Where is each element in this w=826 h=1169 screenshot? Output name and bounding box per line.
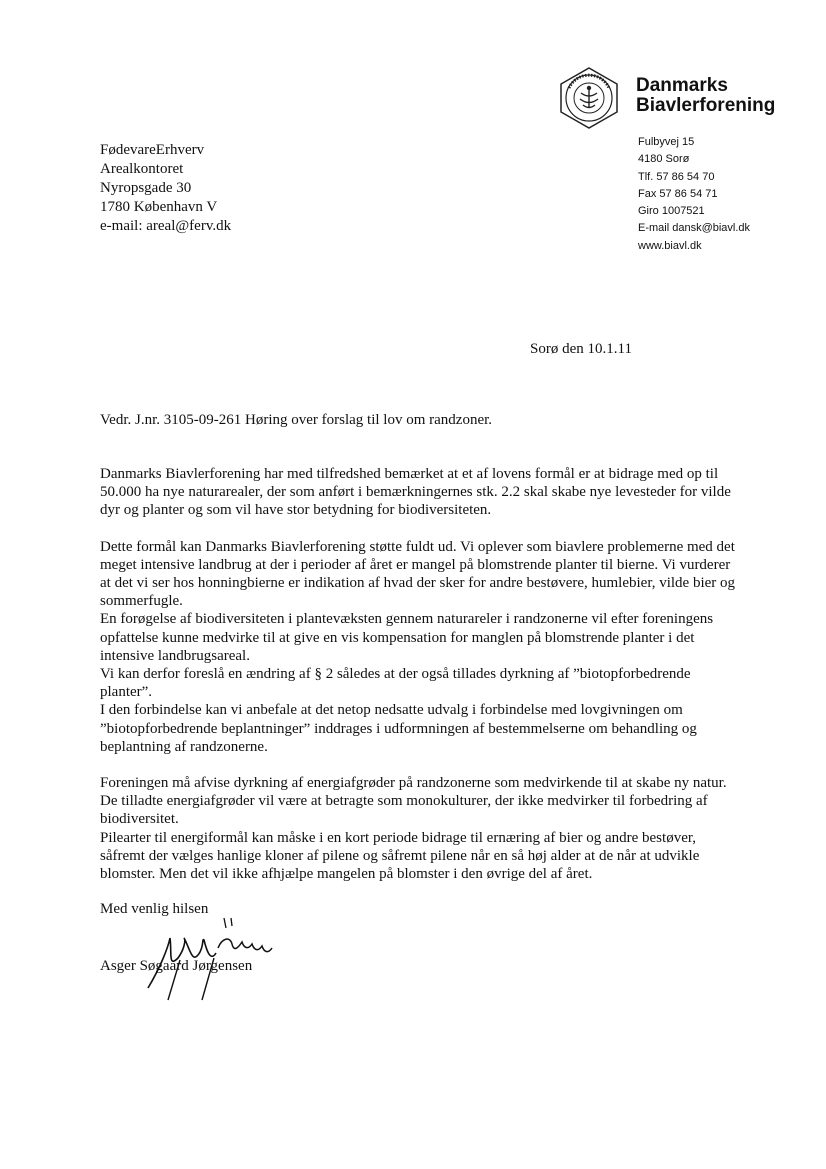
org-contact-block xyxy=(638,134,750,255)
org-address: Fulbyvej 15 xyxy=(638,136,695,148)
org-giro: Giro 1007521 xyxy=(638,205,705,218)
handwritten-signature xyxy=(140,908,280,1003)
body-paragraph: Pilearter til energiformål kan måske i en kort periode bidrage til ernæring af bier og andre bestøver, såfremt der vælges hanlige kloner af pilene og såfremt pilene når en så høj alder at de når at udvikle blomster. Men det vil ikke afhjælpe mangelen på blomster i den øvrige del af året. xyxy=(100,829,700,883)
body-paragraph: Foreningen må afvise dyrkning af energiafgrøder på randzonerne som medvirkende til at skabe ny natur. De tilladte energiafgrøder vil være at betragte som monokulturer, der ikke medvirker til forbedring af biodiversitet. xyxy=(100,775,727,828)
body-paragraph: Dette formål kan Danmarks Biavlerforening støtte fuldt ud. Vi oplever som biavlere problemerne med det meget intensive landbrug at der i perioder af året er mangel på blomstrende planter til bierne. Vi vurderer at det vi ser hos honningbierne er indikation af hvad der sker for andre bestøvere, humlebier, vilde bier og sommerfugle. xyxy=(100,538,736,610)
org-name-line2: Biavlerforening xyxy=(636,95,776,116)
letter-closing: Med venlig hilsen xyxy=(100,901,209,917)
recipient-line: Arealkontoret xyxy=(100,161,184,177)
org-name xyxy=(636,76,775,116)
letter-subject: Vedr. J.nr. 3105-09-261 Høring over forslag til lov om randzoner. xyxy=(100,412,493,428)
recipient-email: e-mail: areal@ferv.dk xyxy=(100,218,232,234)
letter-body xyxy=(100,465,740,883)
body-paragraph: En forøgelse af biodiversiteten i plantevæksten gennem naturareler i randzonerne vil efter foreningens opfattelse kunne medvirke til at give en vis kompensation for manglen på blomstrende planter i det intensive landbrugsareal. xyxy=(100,611,714,664)
org-phone: Tlf. 57 86 54 70 xyxy=(638,170,715,183)
org-postal: 4180 Sorø xyxy=(638,153,690,166)
org-fax: Fax 57 86 54 71 xyxy=(638,187,718,200)
org-email: E-mail dansk@biavl.dk xyxy=(638,222,751,235)
recipient-address xyxy=(100,141,231,236)
recipient-line: Nyropsgade 30 xyxy=(100,180,192,196)
body-paragraph: I den forbindelse kan vi anbefale at det netop nedsatte udvalg i forbindelse med lovgivningen om ”biotopforbedrende beplantninger” inddrages i udformningen af bestemmelserne om behandling og beplantning af randzonerne. xyxy=(100,702,697,755)
body-paragraph: Danmarks Biavlerforening har med tilfredshed bemærket at et af lovens formål er at bidrage med op til 50.000 ha nye naturarealer, der som anført i bemærkningernes stk. 2.2 skal skabe nye levesteder for vilde dyr og planter og som vil have stor betydning for biodiversiteten. xyxy=(100,466,731,519)
recipient-line: 1780 København V xyxy=(100,199,218,215)
association-seal-icon xyxy=(553,66,625,130)
org-website: www.biavl.dk xyxy=(638,239,702,252)
signer-name: Asger Søgaard Jørgensen xyxy=(100,958,253,974)
body-paragraph: Vi kan derfor foreslå en ændring af § 2 således at der også tillades dyrkning af ”biotopforbedrende planter”. xyxy=(100,666,691,701)
letter-date: Sorø den 10.1.11 xyxy=(530,341,632,357)
recipient-line: FødevareErhverv xyxy=(100,142,205,158)
org-name-line1: Danmarks xyxy=(636,75,728,96)
